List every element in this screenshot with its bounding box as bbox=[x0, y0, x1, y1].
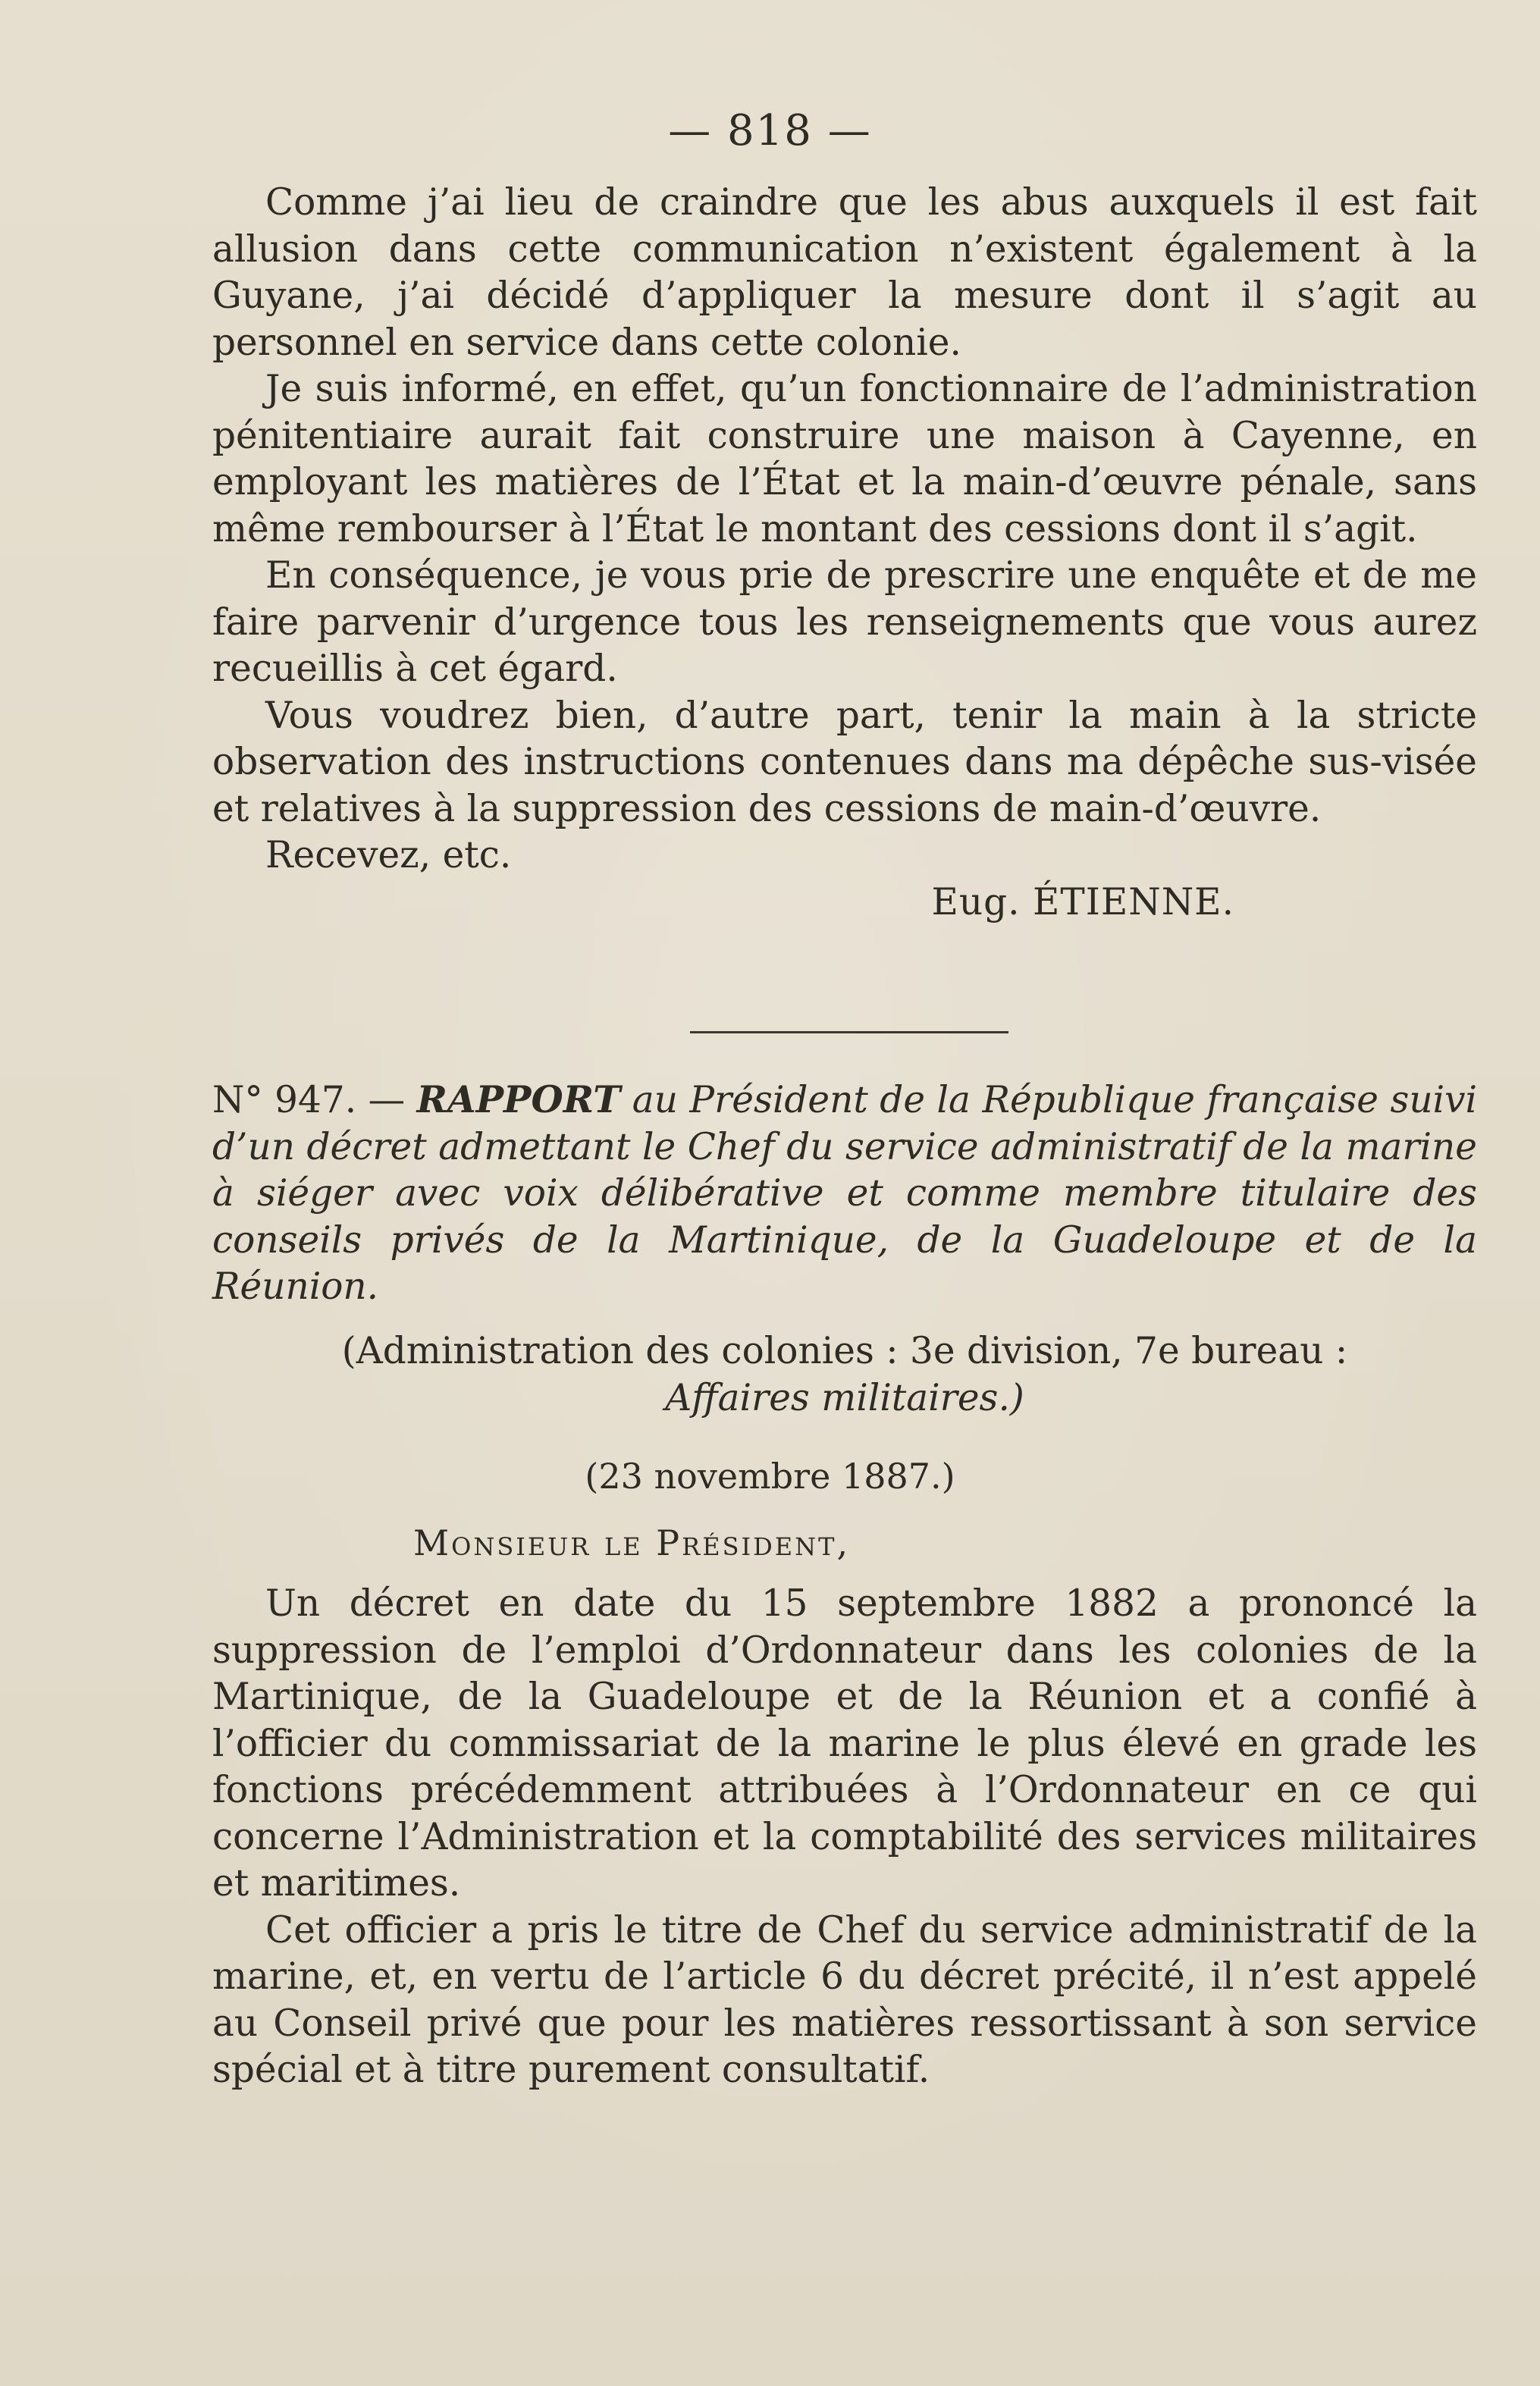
affaires-line: Affaires militaires.) bbox=[665, 1376, 1024, 1419]
report-title-lead: RAPPORT bbox=[416, 1078, 621, 1121]
paragraph: Comme j’ai lieu de craindre que les abus auxquels il est fait allusion dans cette communication n’existent également à la Guyane, j’ai décidé d’appliquer la mesure dont il s’agit au personnel en service dans cette colonie. bbox=[212, 181, 1477, 364]
administration-line: (Administration des colonies : 3e division, 7e bureau : bbox=[341, 1330, 1348, 1372]
paragraph: Cet officier a pris le titre de Chef du service administratif de la marine, et, en vertu de l’article 6 du décret précité, il n’est appelé au Conseil privé que pour les matières ressortissant à son service spécial et à titre purement consultatif. bbox=[212, 1908, 1477, 2091]
page-number: — 818 — bbox=[668, 106, 872, 155]
report-title bbox=[212, 1077, 1477, 1311]
paragraph: Un décret en date du 15 septembre 1882 a prononcé la suppression de l’emploi d’Ordonnateur dans les colonies de la Martinique, de la Guadeloupe et de la Réunion et a confié à l’officier du commissariat de la marine le plus élevé en grade les fonctions précédemment attribuées à l’Ordonnateur en ce qui concerne l’Administration et la comptabilité des services militaires et maritimes. bbox=[212, 1582, 1477, 1905]
report-body bbox=[212, 1581, 1477, 2094]
report-title-rest: au Président de la République française suivi d’un décret admettant le Chef du service administratif de la marine à siéger avec voix délibérative et comme membre titulaire des conseils privés de la Martinique, de la Guadeloupe et de la Réunion. bbox=[212, 1079, 1477, 1308]
salutation: Monsieur le Président, bbox=[413, 1522, 851, 1563]
report-date: (23 novembre 1887.) bbox=[585, 1456, 955, 1497]
paragraph: En conséquence, je vous prie de prescrire une enquête et de me faire parvenir d’urgence tous les renseignements que vous aurez recueillis à cet égard. bbox=[212, 554, 1477, 690]
report-number: N° 947. — bbox=[212, 1079, 406, 1121]
section-divider bbox=[690, 1031, 1008, 1033]
paragraph: Vous voudrez bien, d’autre part, tenir la main à la stricte observation des instructions contenues dans ma dépêche sus-visée et relatives à la suppression des cessions de main-d’œuvre. bbox=[212, 694, 1477, 830]
paragraph: Je suis informé, en effet, qu’un fonctionnaire de l’administration pénitentiaire aurait fait construire une maison à Cayenne, en employant les matières de l’État et la main-d’œuvre pénale, sans même rembourser à l’État le montant des cessions dont il s’agit. bbox=[212, 368, 1477, 550]
report-heading bbox=[212, 1077, 1477, 1311]
signature: Eug. ÉTIENNE. bbox=[931, 880, 1234, 923]
administration-note bbox=[212, 1328, 1477, 1422]
letter-body bbox=[212, 180, 1477, 926]
closing: Recevez, etc. bbox=[265, 834, 512, 876]
